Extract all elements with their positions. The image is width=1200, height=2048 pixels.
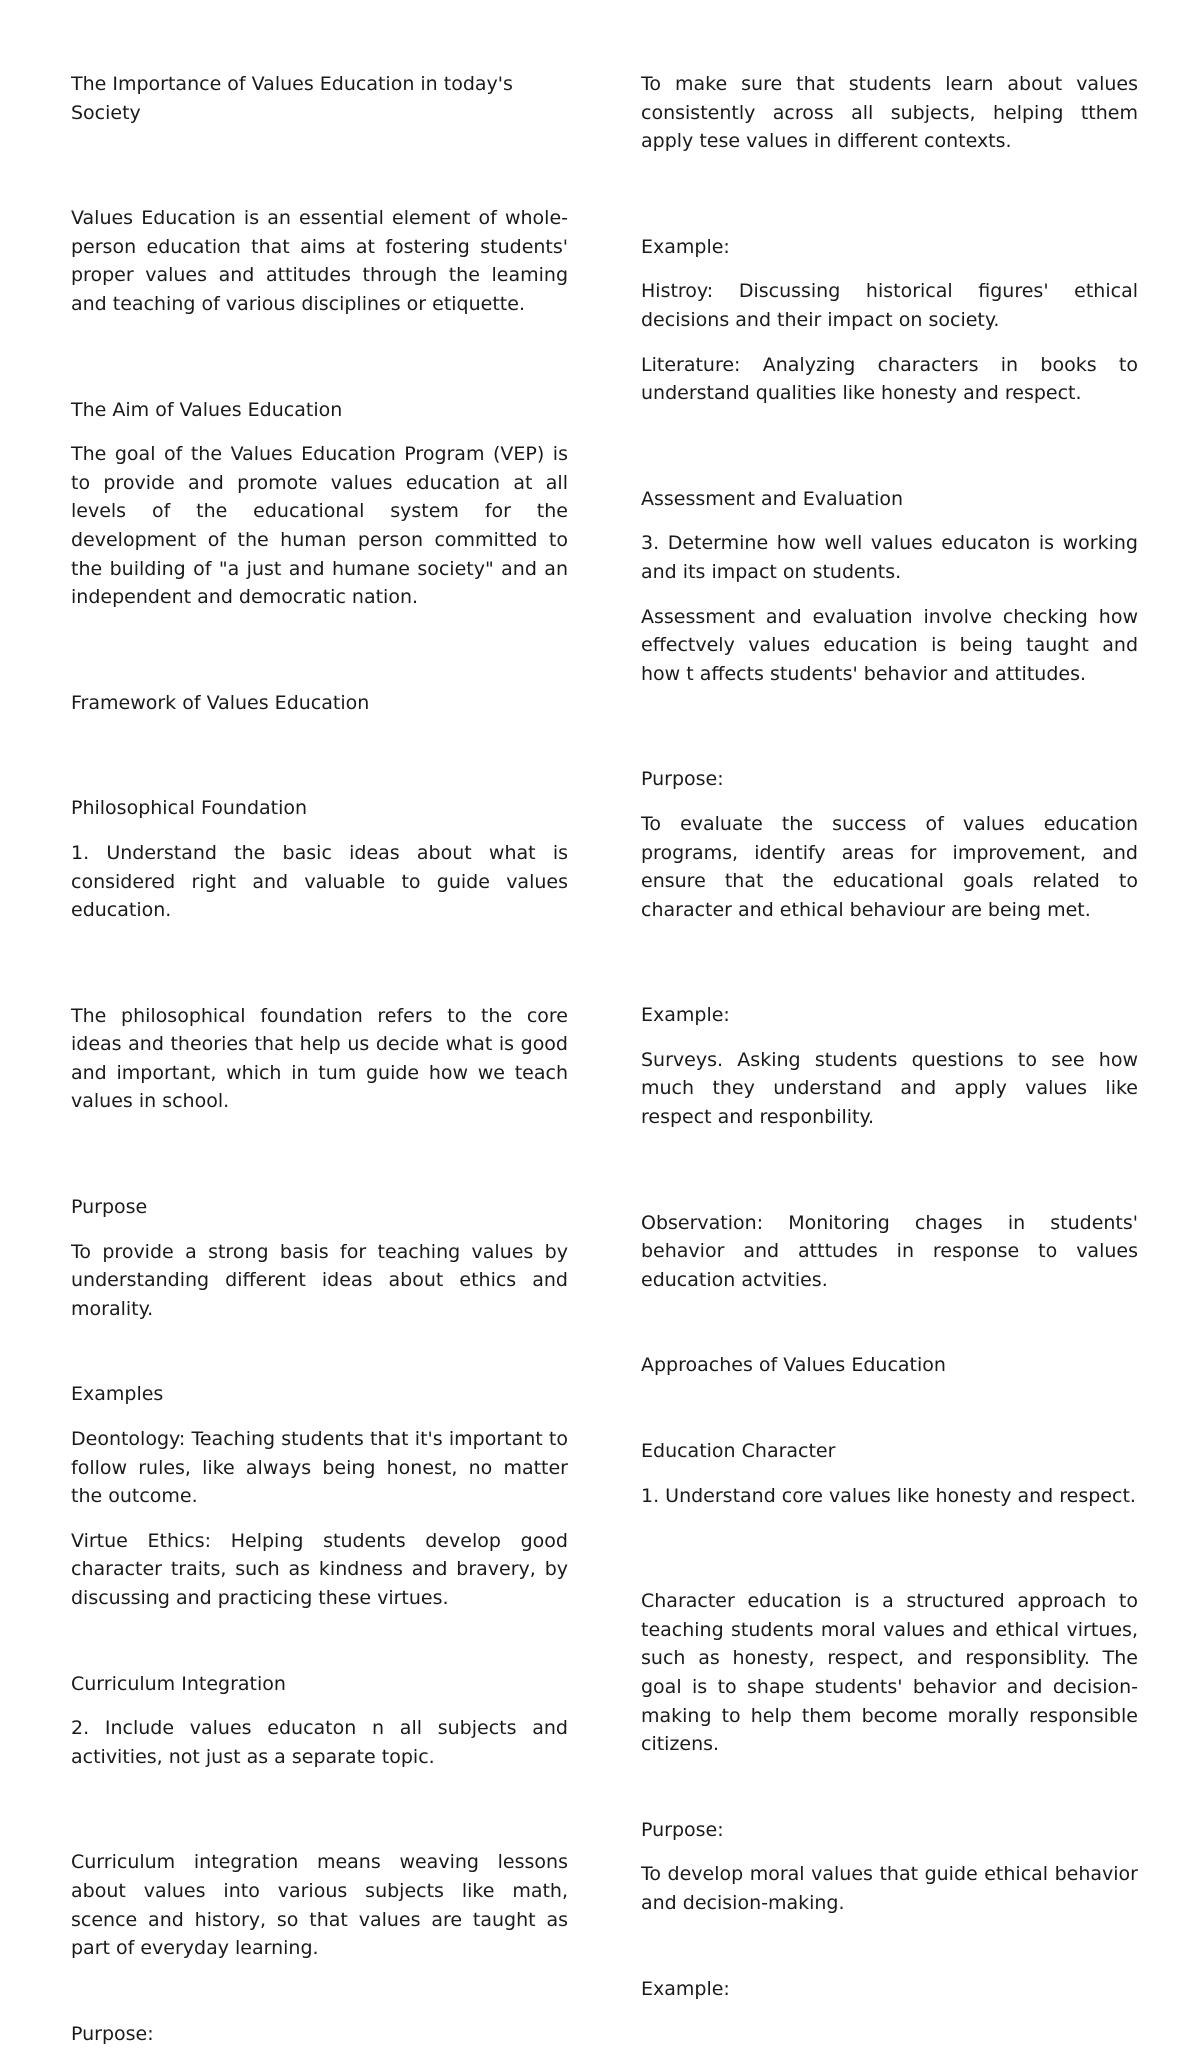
spacer bbox=[71, 127, 568, 204]
spacer bbox=[71, 1698, 568, 1714]
spacer bbox=[641, 1918, 1138, 1975]
spacer bbox=[71, 424, 568, 440]
spacer bbox=[71, 1613, 568, 1670]
spacer bbox=[641, 1510, 1138, 1587]
section-heading: Purpose bbox=[71, 1196, 148, 1219]
spacer bbox=[641, 1380, 1138, 1437]
spacer bbox=[71, 1963, 568, 2020]
section-heading: Purpose: bbox=[641, 1818, 724, 1841]
paragraph: The goal of the Values Education Program (VEP) is to provide and promote values education at all levels of the educational system for the development of the human person committed to the building of "a just and humane society" and an independent and democratic nation. bbox=[71, 443, 568, 609]
spacer bbox=[641, 587, 1138, 603]
paragraph: The philosophical foundation refers to the core ideas and theories that help us decide what is good and important, which in tum guide how we teach values in school. bbox=[71, 1004, 568, 1113]
paragraph: 1. Understand core values like honesty and respect. bbox=[641, 1484, 1136, 1507]
paragraph: 2. Include values educaton n all subjects and activities, not just as a separate topic. bbox=[71, 1717, 568, 1768]
paragraph: Character education is a structured approach to teaching students moral values and ethical virtues, such as honesty, respect, and responsiblity. The goal is to shape students' behavior and decision-making to help them become morally responsible citizens. bbox=[641, 1590, 1138, 1756]
spacer bbox=[641, 156, 1138, 233]
paragraph: Observation: Monitoring chages in students' behavior and atttudes in response to values education actvities. bbox=[641, 1211, 1138, 1291]
paragraph: Literature: Analyzing characters in books to understand qualities like honesty and respect. bbox=[641, 353, 1138, 405]
paragraph: Surveys. Asking students questions to see how much they understand and apply values like respect and responbility. bbox=[641, 1048, 1138, 1129]
paragraph: To develop moral values that guide ethical behavior and decision-making. bbox=[641, 1863, 1138, 1914]
spacer bbox=[71, 717, 568, 794]
spacer bbox=[71, 1771, 568, 1848]
spacer bbox=[71, 823, 568, 839]
spacer bbox=[641, 1030, 1138, 1046]
section-heading: Philosophical Foundation bbox=[71, 797, 308, 820]
paragraph: 1. Understand the basic ideas about what is considered right and valuable to guide values education. bbox=[71, 841, 568, 922]
left-column bbox=[71, 70, 568, 2048]
section-heading: Approaches of Values Education bbox=[641, 1354, 946, 1377]
paragraph: Assessment and evaluation involve checking how effectvely values education is being taught and how t affects students' behavior and attitudes. bbox=[641, 605, 1138, 685]
right-column bbox=[641, 70, 1138, 2003]
paragraph: To make sure that students learn about values consistently across all subjects, helping tthem apply tese values in different contexts. bbox=[641, 73, 1138, 153]
spacer bbox=[71, 319, 568, 396]
section-heading: Example: bbox=[641, 1004, 730, 1027]
spacer bbox=[641, 1759, 1138, 1816]
spacer bbox=[641, 1294, 1138, 1351]
paragraph: To evaluate the success of values education programs, identify areas for improvement, and ensure that the educational goals related to character and ethical behaviour are being met. bbox=[641, 812, 1138, 921]
spacer bbox=[71, 1409, 568, 1425]
section-heading: Assessment and Evaluation bbox=[641, 487, 904, 510]
section-heading: Example: bbox=[641, 1977, 730, 2000]
spacer bbox=[641, 1132, 1138, 1209]
section-heading: Purpose: bbox=[71, 2022, 154, 2045]
spacer bbox=[641, 261, 1138, 277]
section-heading: Education Character bbox=[641, 1440, 836, 1463]
section-heading: The Aim of Values Education bbox=[71, 398, 343, 421]
spacer bbox=[641, 513, 1138, 529]
paragraph: Histroy: Discussing historical figures' ethical decisions and their impact on society. bbox=[641, 280, 1138, 331]
spacer bbox=[641, 924, 1138, 1001]
document-title: The Importance of Values Education in today's Society bbox=[71, 73, 513, 124]
section-heading: Purpose: bbox=[641, 768, 724, 791]
spacer bbox=[71, 1116, 568, 1193]
paragraph: Values Education is an essential element of whole-person education that aims at fostering students' proper values and attitudes through the leaming and teaching of various disciplines or etiquette. bbox=[71, 207, 568, 315]
spacer bbox=[641, 1466, 1138, 1482]
paragraph: Deontology: Teaching students that it's important to follow rules, like always being honest, no matter the outcome. bbox=[71, 1428, 568, 1508]
spacer bbox=[641, 335, 1138, 351]
spacer bbox=[641, 794, 1138, 810]
section-heading: Curriculum Integration bbox=[71, 1672, 286, 1695]
section-heading: Example: bbox=[641, 235, 730, 258]
paragraph: Curriculum integration means weaving lessons about values into various subjects like math, scence and history, so that values are taught as part of everyday learning. bbox=[71, 1851, 568, 1960]
spacer bbox=[641, 408, 1138, 485]
spacer bbox=[71, 1323, 568, 1380]
spacer bbox=[71, 612, 568, 689]
paragraph: 3. Determine how well values educaton is working and its impact on students. bbox=[641, 532, 1138, 583]
spacer bbox=[641, 1844, 1138, 1860]
section-heading: Framework of Values Education bbox=[71, 691, 370, 714]
spacer bbox=[71, 925, 568, 1002]
paragraph: To provide a strong basis for teaching values by understanding different ideas about ethics and morality. bbox=[71, 1240, 568, 1320]
paragraph: Virtue Ethics: Helping students develop good character traits, such as kindness and bravery, by discussing and practicing these virtues. bbox=[71, 1529, 568, 1609]
spacer bbox=[71, 1222, 568, 1238]
spacer bbox=[641, 688, 1138, 765]
spacer bbox=[71, 1511, 568, 1527]
section-heading: Examples bbox=[71, 1383, 164, 1406]
